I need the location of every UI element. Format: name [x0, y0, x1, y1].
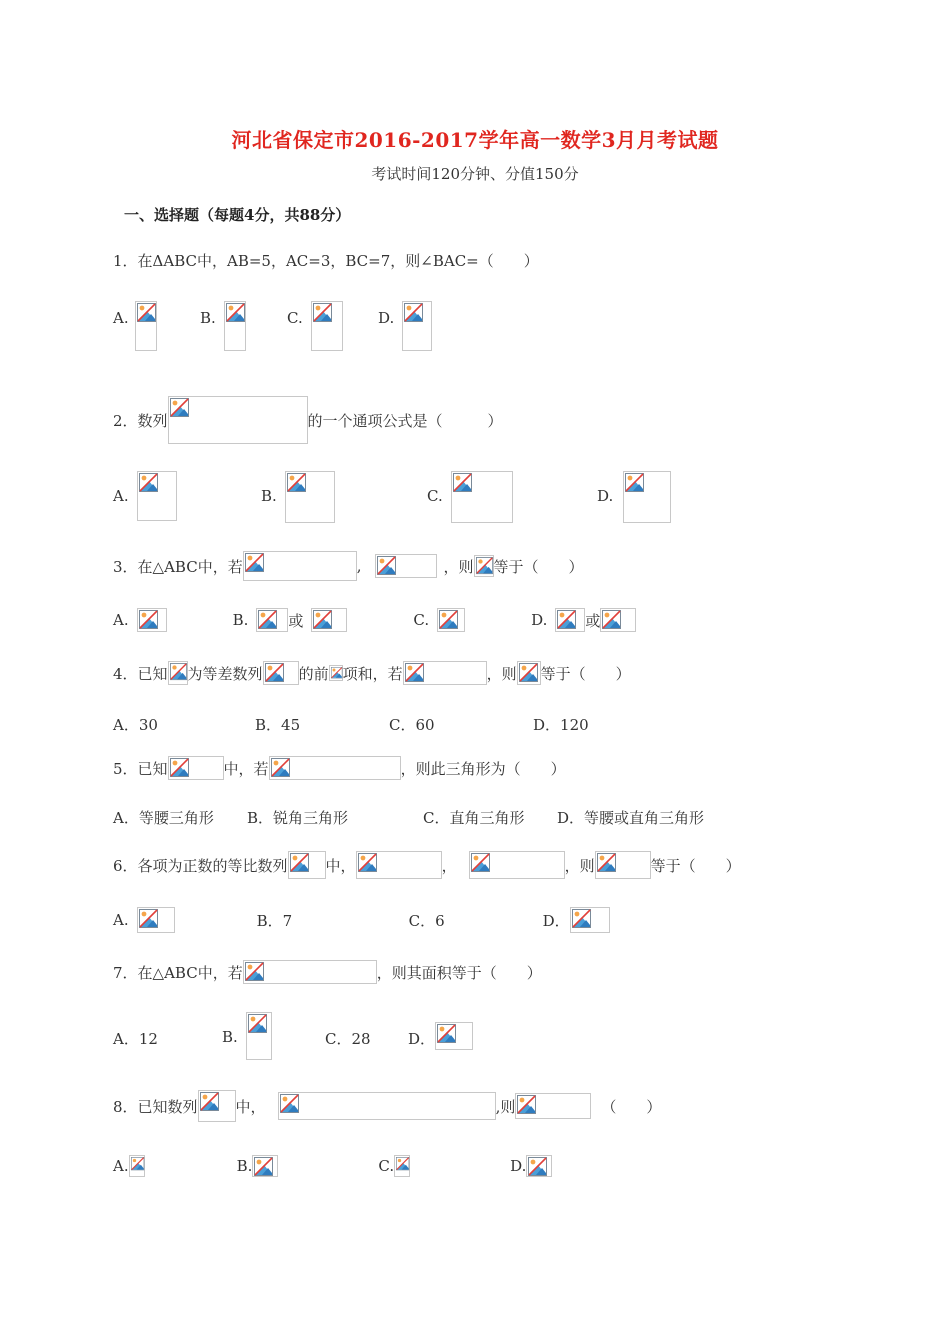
broken-image-icon [570, 907, 610, 933]
broken-image-icon [243, 551, 357, 581]
broken-image-icon [403, 661, 487, 685]
q7-option-c: C．28 [325, 1030, 371, 1048]
q5-option-a: A．等腰三角形 [113, 809, 214, 827]
broken-image-icon [135, 301, 157, 351]
q5-option-d: D．等腰或直角三角形 [557, 809, 705, 827]
question-7: 7．在△ABC中，若 ，则其面积等于（ ） [113, 960, 542, 984]
question-6: 6．各项为正数的等比数列 中， ， ，则 等于（ ） [113, 851, 741, 879]
q7-option-a: A．12 [113, 1030, 158, 1048]
q4-options [113, 714, 589, 735]
q8-option-b: B. [236, 1157, 253, 1175]
broken-image-icon [394, 1155, 410, 1177]
q6-option-d: D． [542, 911, 570, 930]
question-5: 5．已知 中，若 ，则此三角形为（ ） [113, 756, 566, 780]
q1-option-d: D. [378, 301, 432, 351]
q4-option-b: B．45 [255, 716, 301, 734]
q8-options [113, 1155, 552, 1177]
broken-image-icon [256, 608, 288, 632]
q7-option-b: B. [222, 1012, 272, 1060]
broken-image-icon [356, 851, 442, 879]
q7-option-d: D． [408, 1022, 473, 1050]
q8-option-a: A. [113, 1157, 129, 1175]
broken-image-icon [168, 396, 308, 444]
broken-image-icon [198, 1090, 236, 1122]
question-3: 3．在△ABC中，若 , ，则 等于（ ） [113, 551, 584, 581]
broken-image-icon [137, 471, 177, 521]
broken-image-icon [288, 851, 326, 879]
question-4: 4．已知 为等差数列 的前 项和，若 ，则 等于（ ） [113, 661, 631, 685]
exam-info: 考试时间120分钟、分值150分 [371, 165, 579, 183]
broken-image-icon [269, 756, 401, 780]
broken-image-icon [515, 1093, 591, 1119]
broken-image-icon [375, 554, 437, 578]
broken-image-icon [311, 608, 347, 632]
question-8: 8．已知数列 中， ,则 （ ） [113, 1090, 661, 1122]
q4-option-c: C．60 [389, 716, 435, 734]
broken-image-icon [311, 301, 343, 351]
question-1 [113, 250, 539, 271]
q5-option-c: C．直角三角形 [423, 809, 525, 827]
q8-option-d: D. [510, 1157, 527, 1175]
question-1-stem: 1．在ΔABC中，AB=5，AC=3，BC=7，则∠BAC=（ ） [113, 252, 539, 270]
broken-image-icon [469, 851, 565, 879]
broken-image-icon [517, 661, 541, 685]
q3-options: A. B. 或 C. D. 或 [113, 608, 636, 632]
broken-image-icon [168, 756, 224, 780]
q2-option-d: D. [597, 471, 671, 523]
q2-option-a: A. [113, 471, 177, 521]
q2-option-c: C. [427, 471, 513, 523]
broken-image-icon [451, 471, 513, 523]
q5-option-b: B．锐角三角形 [247, 809, 349, 827]
section-heading: 一、选择题（每题4分，共88分） [124, 206, 351, 224]
q1-option-c: C. [287, 301, 343, 351]
broken-image-icon [623, 471, 671, 523]
q6-option-b: B．7 [256, 911, 293, 930]
broken-image-icon [402, 301, 432, 351]
broken-image-icon [252, 1155, 278, 1177]
q1-option-a: A. [113, 301, 157, 351]
q1-option-b: B. [200, 301, 246, 351]
broken-image-icon [285, 471, 335, 523]
broken-image-icon [137, 608, 167, 632]
broken-image-icon [526, 1155, 552, 1177]
broken-image-icon [243, 960, 377, 984]
broken-image-icon [474, 555, 494, 577]
page-title: 河北省保定市2016-2017学年高一数学3月月考试题 [231, 128, 719, 152]
q2-option-b: B. [261, 471, 335, 523]
broken-image-icon [555, 608, 585, 632]
q6-options [113, 907, 610, 933]
broken-image-icon [246, 1012, 272, 1060]
broken-image-icon [129, 1155, 145, 1177]
broken-image-icon [600, 608, 636, 632]
broken-image-icon [329, 665, 343, 681]
q6-option-c: C．6 [408, 911, 445, 930]
broken-image-icon [168, 661, 188, 685]
broken-image-icon [224, 301, 246, 351]
q8-option-c: C. [378, 1157, 395, 1175]
broken-image-icon [278, 1092, 496, 1120]
broken-image-icon [595, 851, 651, 879]
broken-image-icon [437, 608, 465, 632]
q6-option-a: A. [113, 911, 129, 929]
question-2: 2．数列 的一个通项公式是（ ） [113, 396, 503, 444]
broken-image-icon [435, 1022, 473, 1050]
broken-image-icon [137, 907, 175, 933]
q4-option-a: A．30 [113, 716, 158, 734]
broken-image-icon [263, 661, 299, 685]
q4-option-d: D．120 [533, 716, 589, 734]
q5-options [113, 807, 704, 828]
